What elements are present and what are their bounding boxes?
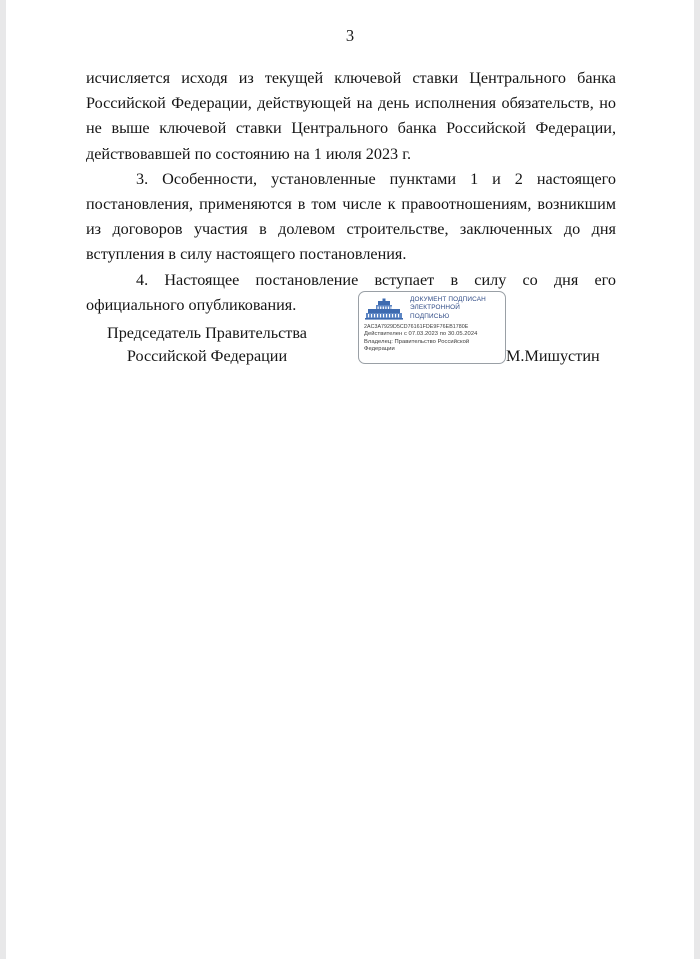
document-page [6, 0, 694, 959]
paragraph-item-3: 3. Особенности, установленные пунктами 1 и 2 настоящего постановления, применяются в том числе к правоотношениям, возникшим из договоров участия в долевом строительстве, заключенных до дня вступления в силу настоящего постановления. [86, 169, 616, 264]
signer-name: М.Мишустин [506, 347, 600, 365]
signer-title-line-1: Председатель Правительства [107, 324, 307, 342]
page-number: 3 [345, 26, 355, 45]
signature-block [6, 322, 694, 382]
paragraph-continuation: исчисляется исходя из текущей ключевой ставки Центрального банка Российской Федерации, действующей на день исполнения обязательств, но не выше ключевой ставки Центрального банка Российской Федерации, действовавшей по состоянию на 1 июля 2023 г. [86, 69, 616, 163]
paragraph-item-4: 4. Настоящее постановление вступает в силу со дня его официального опубликования. [86, 270, 616, 314]
signer-title [92, 322, 322, 368]
government-building-icon [364, 298, 404, 320]
stamp-certificate-hash: 2AC3A7929D5CD76161FDE9F76EB1780E [364, 324, 469, 330]
stamp-header [364, 296, 500, 321]
stamp-owner: Владелец: Правительство Российской Федерации [364, 338, 470, 353]
stamp-heading-line-1: ДОКУМЕНТ ПОДПИСАН [410, 296, 486, 304]
stamp-validity-period: Действителен с 07.03.2023 по 30.05.2024 [364, 331, 478, 337]
signer-title-line-2: Российской Федерации [126, 347, 288, 365]
stamp-heading-text [409, 296, 500, 321]
stamp-heading-line-2: ЭЛЕКТРОННОЙ ПОДПИСЬЮ [410, 304, 461, 320]
document-body [86, 66, 616, 318]
